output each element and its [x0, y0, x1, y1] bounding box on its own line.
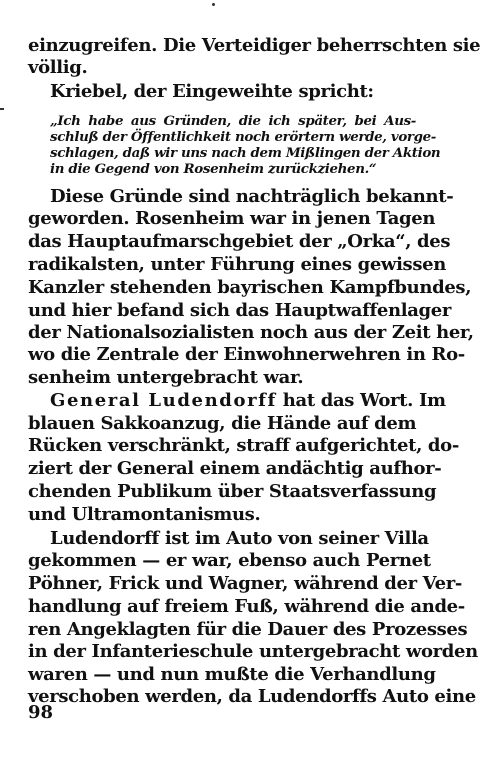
text-line: ziert der General einem andächtig aufhor- [28, 458, 442, 479]
quote-line: „Ich habe aus Gründen, die ich später, bei Aus- [50, 113, 416, 129]
text-line: und hier befand sich das Hauptwaffenlager [28, 300, 451, 321]
text-fragment: hat das Wort. Im [276, 390, 446, 411]
text-line: das Hauptaufmarschgebiet der „Orka“, des [28, 231, 451, 252]
text-line: gekommen — er war, ebenso auch Pernet [28, 550, 431, 571]
print-mark-tick [0, 108, 4, 110]
quote-line: schlagen, daß wir uns nach dem Mißlingen der Aktion [50, 145, 441, 161]
text-line: Pöhner, Frick und Wagner, während der Ver- [28, 573, 462, 594]
text-line [50, 390, 446, 412]
text-line: blauen Sakkoanzug, die Hände auf dem [28, 413, 417, 434]
text-line: waren — und nun mußte die Verhandlung [28, 664, 436, 685]
text-line: einzugreifen. Die Verteidiger beherrschten sie [28, 35, 480, 56]
text-line: radikalsten, unter Führung eines gewissen [28, 254, 446, 275]
text-line: Ludendorff ist im Auto von seiner Villa [50, 528, 429, 549]
text-line: Kriebel, der Eingeweihte spricht: [50, 81, 374, 102]
text-line: Diese Gründe sind nachträglich bekannt- [50, 186, 454, 207]
text-line: wo die Zentrale der Einwohnerwehren in Ro- [28, 344, 465, 365]
quote-line: in die Gegend von Rosenheim zurückziehen.“ [50, 161, 377, 177]
spaced-name: General Ludendorff [50, 390, 277, 411]
page-number: 98 [28, 702, 54, 723]
text-line: in der Infanterieschule untergebracht worden [28, 641, 478, 662]
text-line: völlig. [28, 57, 88, 78]
quote-line: schluß der Öffentlichkeit noch erörtern werde, vorge- [50, 129, 437, 145]
text-line: chenden Publikum über Staatsverfassung [28, 481, 437, 502]
text-line: verschoben werden, da Ludendorffs Auto eine [28, 686, 476, 707]
text-line: handlung auf freiem Fuß, während die ande- [28, 596, 465, 617]
text-line: und Ultramontanismus. [28, 504, 261, 525]
print-mark-dot [212, 3, 215, 6]
text-line: geworden. Rosenheim war in jenen Tagen [28, 208, 436, 229]
text-line: senheim untergebracht war. [28, 367, 304, 388]
text-line: ren Angeklagten für die Dauer des Prozesses [28, 619, 468, 640]
text-line: Rücken verschränkt, straff aufgerichtet, do- [28, 435, 459, 456]
text-line: Kanzler stehenden bayrischen Kampfbundes, [28, 277, 472, 298]
text-line: der Nationalsozialisten noch aus der Zeit her, [28, 322, 474, 343]
